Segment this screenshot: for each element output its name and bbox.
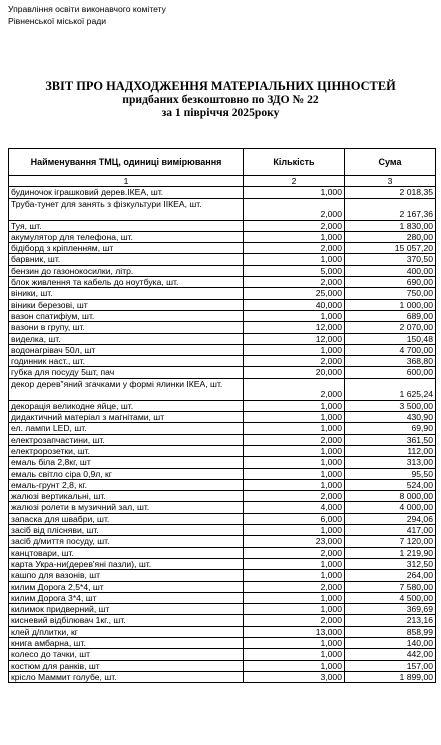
- item-name-cell: емаль-грунт 2,8, кг.: [9, 479, 244, 490]
- quantity-cell: 25,000: [244, 288, 345, 299]
- table-row: [9, 187, 436, 198]
- table-row: [9, 254, 436, 265]
- item-name-cell: вазони в групу, шт.: [9, 322, 244, 333]
- item-name-cell: клей д/плитки, кг: [9, 626, 244, 637]
- item-name-cell: карта Укра-ни(дерев'яні пазли), шт.: [9, 558, 244, 569]
- item-name-cell: декор дерев"яний згачками у формі ялинки ІКЕА, шт.: [9, 378, 244, 400]
- column-number: 2: [244, 176, 345, 187]
- table-row: [9, 423, 436, 434]
- column-header-quantity: Кількість: [244, 149, 345, 176]
- table-row: [9, 671, 436, 682]
- table-row: [9, 626, 436, 637]
- sum-cell: 95,50: [345, 468, 436, 479]
- table-row: [9, 445, 436, 456]
- sum-cell: 15 057,20: [345, 243, 436, 254]
- sum-cell: 369,69: [345, 604, 436, 615]
- quantity-cell: 1,000: [244, 310, 345, 321]
- quantity-cell: 2,000: [244, 378, 345, 400]
- item-name-cell: емаль світло сіра 0,9л, кг: [9, 468, 244, 479]
- report-title-block: [0, 79, 441, 119]
- table-row: [9, 344, 436, 355]
- quantity-cell: 1,000: [244, 231, 345, 242]
- sum-cell: 430,90: [345, 412, 436, 423]
- sum-cell: 442,00: [345, 649, 436, 660]
- table-row: [9, 356, 436, 367]
- sum-cell: 4 700,00: [345, 344, 436, 355]
- report-period: за 1 півріччя 2025року: [161, 106, 280, 119]
- quantity-cell: 1,000: [244, 254, 345, 265]
- sum-cell: 524,00: [345, 479, 436, 490]
- item-name-cell: вазон спатифіум, шт.: [9, 310, 244, 321]
- sum-cell: 157,00: [345, 660, 436, 671]
- org-line-2: Рівненської міської ради: [8, 15, 107, 26]
- item-name-cell: декорація великодне яйце, шт.: [9, 400, 244, 411]
- item-name-cell: віники, шт.: [9, 288, 244, 299]
- quantity-cell: 6,000: [244, 513, 345, 524]
- sum-cell: 280,00: [345, 231, 436, 242]
- sum-cell: 150,48: [345, 333, 436, 344]
- quantity-cell: 2,000: [244, 198, 345, 220]
- quantity-cell: 5,000: [244, 265, 345, 276]
- sum-cell: 1 899,00: [345, 671, 436, 682]
- quantity-cell: 1,000: [244, 592, 345, 603]
- item-name-cell: костюм для ранків, шт: [9, 660, 244, 671]
- sum-cell: 4 500,00: [345, 592, 436, 603]
- item-name-cell: Труба-тунет для занять з фізкультури ІІКЕА, шт.: [9, 198, 244, 220]
- quantity-cell: 1,000: [244, 187, 345, 198]
- sum-cell: 1 830,00: [345, 220, 436, 231]
- table-row: [9, 198, 436, 220]
- quantity-cell: 1,000: [244, 604, 345, 615]
- item-name-cell: електрозапчастини, шт.: [9, 434, 244, 445]
- sum-cell: 361,50: [345, 434, 436, 445]
- org-line-1: Управління освіти виконавчого комітету: [8, 4, 166, 14]
- quantity-cell: 1,000: [244, 525, 345, 536]
- item-name-cell: блок живлення та кабель до ноутбука, шт.: [9, 277, 244, 288]
- column-header-name: Найменування ТМЦ, одиниці вимірювання: [9, 149, 244, 176]
- item-name-cell: будиночок іграшковий дерев.ІКЕА, шт.: [9, 187, 244, 198]
- table-row: [9, 310, 436, 321]
- table-row: [9, 468, 436, 479]
- quantity-cell: 1,000: [244, 412, 345, 423]
- item-name-cell: ел. лампи LED, шт.: [9, 423, 244, 434]
- sum-cell: 1 625,24: [345, 378, 436, 400]
- sum-cell: 600,00: [345, 367, 436, 378]
- column-number: 1: [9, 176, 244, 187]
- sum-cell: 140,00: [345, 637, 436, 648]
- quantity-cell: 2,000: [244, 491, 345, 502]
- table-row: [9, 400, 436, 411]
- quantity-cell: 23,000: [244, 536, 345, 547]
- sum-cell: 417,00: [345, 525, 436, 536]
- item-name-cell: акумулятор для телефона, шт.: [9, 231, 244, 242]
- item-name-cell: килимок придверний, шт: [9, 604, 244, 615]
- sum-cell: 1 219,90: [345, 547, 436, 558]
- quantity-cell: 12,000: [244, 322, 345, 333]
- quantity-cell: 1,000: [244, 637, 345, 648]
- table-header-row: [9, 149, 436, 176]
- table-row: [9, 231, 436, 242]
- item-name-cell: бідіборд з кріпленням, шт: [9, 243, 244, 254]
- sum-cell: 213,16: [345, 615, 436, 626]
- table-row: [9, 299, 436, 310]
- table-row: [9, 277, 436, 288]
- quantity-cell: 1,000: [244, 558, 345, 569]
- item-name-cell: дидактичний матеріал з магнітами, шт: [9, 412, 244, 423]
- table-row: [9, 502, 436, 513]
- table-row: [9, 333, 436, 344]
- item-name-cell: емаль біла 2,8кг, шт: [9, 457, 244, 468]
- table-row: [9, 243, 436, 254]
- quantity-cell: 2,000: [244, 547, 345, 558]
- item-name-cell: килим Дорога 2,5*4, шт: [9, 581, 244, 592]
- table-row: [9, 581, 436, 592]
- sum-cell: 1 000,00: [345, 299, 436, 310]
- report-subtitle: придбаних безкоштовно по ЗДО № 22: [122, 93, 319, 106]
- quantity-cell: 1,000: [244, 457, 345, 468]
- quantity-cell: 2,000: [244, 356, 345, 367]
- table-row: [9, 378, 436, 400]
- item-name-cell: запаска для швабри, шт.: [9, 513, 244, 524]
- quantity-cell: 1,000: [244, 570, 345, 581]
- quantity-cell: 4,000: [244, 502, 345, 513]
- table-row: [9, 322, 436, 333]
- item-name-cell: жалюзі ролети в музичний зал, шт.: [9, 502, 244, 513]
- table-row: [9, 637, 436, 648]
- sum-cell: 69,90: [345, 423, 436, 434]
- table-row: [9, 265, 436, 276]
- sum-cell: 313,00: [345, 457, 436, 468]
- quantity-cell: 1,000: [244, 649, 345, 660]
- quantity-cell: 2,000: [244, 220, 345, 231]
- organization-header: [8, 4, 166, 27]
- quantity-cell: 1,000: [244, 423, 345, 434]
- item-name-cell: книга амбарна, шт.: [9, 637, 244, 648]
- sum-cell: 400,00: [345, 265, 436, 276]
- sum-cell: 690,00: [345, 277, 436, 288]
- sum-cell: 370,50: [345, 254, 436, 265]
- item-name-cell: колесо до тачки, шт: [9, 649, 244, 660]
- item-name-cell: губка для посуду 5шт, пач: [9, 367, 244, 378]
- report-title: ЗВІТ ПРО НАДХОДЖЕННЯ МАТЕРІАЛЬНИХ ЦІННОСТЕЙ: [45, 79, 396, 93]
- item-name-cell: канцтовари, шт.: [9, 547, 244, 558]
- table-row: [9, 220, 436, 231]
- column-header-sum: Сума: [345, 149, 436, 176]
- item-name-cell: крісло Маммит голубе, шт.: [9, 671, 244, 682]
- table-row: [9, 615, 436, 626]
- table-row: [9, 457, 436, 468]
- item-name-cell: віники березові, шт: [9, 299, 244, 310]
- table-row: [9, 604, 436, 615]
- table-row: [9, 434, 436, 445]
- sum-cell: 7 580,00: [345, 581, 436, 592]
- sum-cell: 8 000,00: [345, 491, 436, 502]
- quantity-cell: 12,000: [244, 333, 345, 344]
- sum-cell: 294,06: [345, 513, 436, 524]
- item-name-cell: жалюзі вертикальні, шт.: [9, 491, 244, 502]
- table-row: [9, 513, 436, 524]
- item-name-cell: бензин до газонокосилки, літр.: [9, 265, 244, 276]
- sum-cell: 368,80: [345, 356, 436, 367]
- table-row: [9, 592, 436, 603]
- quantity-cell: 1,000: [244, 660, 345, 671]
- sum-cell: 858,99: [345, 626, 436, 637]
- item-name-cell: виделка, шт.: [9, 333, 244, 344]
- quantity-cell: 13,000: [244, 626, 345, 637]
- table-row: [9, 547, 436, 558]
- sum-cell: 689,00: [345, 310, 436, 321]
- item-name-cell: килим Дорога 3*4, шт: [9, 592, 244, 603]
- table-row: [9, 412, 436, 423]
- quantity-cell: 1,000: [244, 400, 345, 411]
- sum-cell: 2 167,36: [345, 198, 436, 220]
- item-name-cell: Туя, шт.: [9, 220, 244, 231]
- table-row: [9, 536, 436, 547]
- quantity-cell: 1,000: [244, 445, 345, 456]
- quantity-cell: 2,000: [244, 581, 345, 592]
- item-name-cell: годинник наст., шт.: [9, 356, 244, 367]
- quantity-cell: 2,000: [244, 243, 345, 254]
- quantity-cell: 1,000: [244, 479, 345, 490]
- table-row: [9, 525, 436, 536]
- quantity-cell: 40,000: [244, 299, 345, 310]
- table-row: [9, 367, 436, 378]
- sum-cell: 4 000,00: [345, 502, 436, 513]
- item-name-cell: електророзетки, шт.: [9, 445, 244, 456]
- goods-table: [8, 148, 436, 683]
- table-row: [9, 660, 436, 671]
- item-name-cell: барвник, шт.: [9, 254, 244, 265]
- item-name-cell: засіб д/миття посуду, шт.: [9, 536, 244, 547]
- table-row: [9, 558, 436, 569]
- sum-cell: 750,00: [345, 288, 436, 299]
- quantity-cell: 20,000: [244, 367, 345, 378]
- item-name-cell: засіб від плісняви, шт.: [9, 525, 244, 536]
- table-row: [9, 649, 436, 660]
- column-number: 3: [345, 176, 436, 187]
- quantity-cell: 2,000: [244, 434, 345, 445]
- sum-cell: 7 120,00: [345, 536, 436, 547]
- quantity-cell: 2,000: [244, 615, 345, 626]
- table-row: [9, 288, 436, 299]
- sum-cell: 2 070,00: [345, 322, 436, 333]
- table-row: [9, 491, 436, 502]
- sum-cell: 112,00: [345, 445, 436, 456]
- sum-cell: 3 500,00: [345, 400, 436, 411]
- quantity-cell: 1,000: [244, 468, 345, 479]
- sum-cell: 312,50: [345, 558, 436, 569]
- sum-cell: 264,00: [345, 570, 436, 581]
- quantity-cell: 2,000: [244, 277, 345, 288]
- item-name-cell: водонагрівач 50л, шт: [9, 344, 244, 355]
- column-number-row: [9, 176, 436, 187]
- quantity-cell: 1,000: [244, 344, 345, 355]
- table-row: [9, 479, 436, 490]
- item-name-cell: кисневий відбілювач 1кг., шт.: [9, 615, 244, 626]
- quantity-cell: 3,000: [244, 671, 345, 682]
- table-row: [9, 570, 436, 581]
- sum-cell: 2 018,35: [345, 187, 436, 198]
- item-name-cell: кашпо для вазонів, шт: [9, 570, 244, 581]
